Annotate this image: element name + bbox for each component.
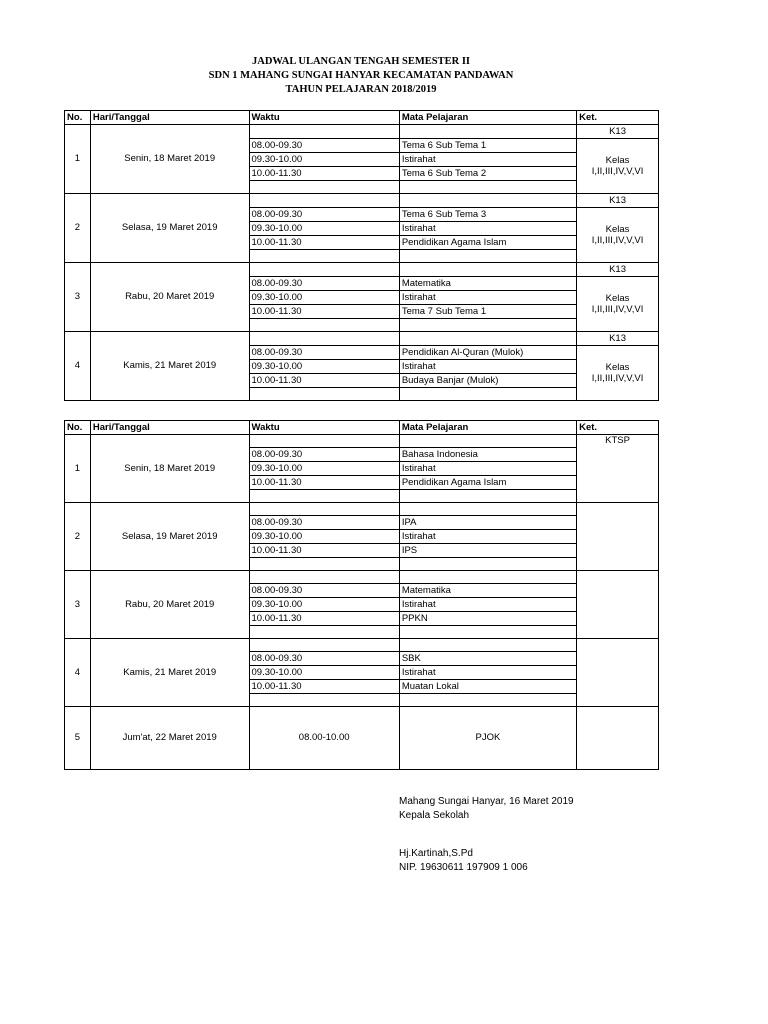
class-label: Kelas [605,362,630,373]
signature-name: Hj.Kartinah,S.Pd [399,848,473,859]
slot-time: 09.30-10.00 [249,360,399,374]
header-ket: Ket. [577,421,659,435]
slot-time: 08.00-09.30 [249,516,399,530]
class-info-box [579,293,656,315]
table-row [65,639,659,652]
doc-title-line-2: SDN 1 MAHANG SUNGAI HANYAR KECAMATAN PANDAWAN [208,70,514,81]
blank-cell [399,263,576,277]
slot-time: 10.00-11.30 [249,612,399,626]
signature-nip: NIP. 19630611 197909 1 006 [399,862,528,873]
slot-subject: Pendidikan Agama Islam [399,476,576,490]
slot-subject: IPS [399,544,576,558]
blank-cell [249,490,399,503]
row-day-date: Rabu, 20 Maret 2019 [90,571,249,639]
row-day-date: Rabu, 20 Maret 2019 [90,263,249,332]
class-grades: I,II,III,IV,V,VI [591,166,644,177]
ket-cell [577,571,659,639]
blank-cell [399,388,576,401]
class-label: Kelas [605,155,630,166]
class-info-box [579,362,656,384]
header-time: Waktu [249,111,399,125]
slot-time: 08.00-09.30 [249,346,399,360]
class-info [577,346,659,401]
signature-block [399,795,574,875]
blank-cell [249,263,399,277]
curriculum-label: K13 [577,263,659,277]
blank-cell [399,503,576,516]
blank-cell [249,639,399,652]
row-day-date: Kamis, 21 Maret 2019 [90,639,249,707]
table-row [65,571,659,584]
slot-subject: Matematika [399,584,576,598]
slot-subject: Matematika [399,277,576,291]
blank-cell [249,250,399,263]
header-subject: Mata Pelajaran [399,111,576,125]
class-info [577,208,659,263]
slot-time: 08.00-09.30 [249,652,399,666]
class-grades: I,II,III,IV,V,VI [591,235,644,246]
slot-subject: Istirahat [399,530,576,544]
slot-time: 08.00-10.00 [249,707,399,770]
row-number: 2 [65,503,91,571]
slot-subject: Istirahat [399,360,576,374]
header-no: No. [65,421,91,435]
blank-cell [249,181,399,194]
row-day-date: Selasa, 19 Maret 2019 [90,503,249,571]
slot-subject: Tema 6 Sub Tema 2 [399,167,576,181]
row-number: 5 [65,707,91,770]
blank-cell [249,332,399,346]
slot-time: 09.30-10.00 [249,291,399,305]
row-day-date: Senin, 18 Maret 2019 [90,435,249,503]
slot-subject: PPKN [399,612,576,626]
blank-cell [249,571,399,584]
slot-subject: Istirahat [399,598,576,612]
blank-cell [399,694,576,707]
slot-subject: Tema 7 Sub Tema 1 [399,305,576,319]
class-grades: I,II,III,IV,V,VI [591,373,644,384]
class-info [577,139,659,194]
table-row [65,263,659,277]
blank-cell [249,435,399,448]
table-row [65,503,659,516]
row-number: 4 [65,332,91,401]
table-header-row [65,421,659,435]
table-row [65,707,659,770]
row-day-date: Senin, 18 Maret 2019 [90,125,249,194]
signature-place-date: Mahang Sungai Hanyar, 16 Maret 2019 [399,796,574,807]
curriculum-label: K13 [577,194,659,208]
header-no: No. [65,111,91,125]
ket-cell [577,707,659,770]
ket-cell: KTSP [577,435,659,503]
header-day: Hari/Tanggal [90,421,249,435]
schedule-table-ktsp [64,420,659,770]
slot-time: 10.00-11.30 [249,305,399,319]
class-info [577,277,659,332]
slot-subject: PJOK [399,707,576,770]
slot-time: 08.00-09.30 [249,277,399,291]
blank-cell [399,558,576,571]
slot-subject: Istirahat [399,222,576,236]
blank-cell [249,694,399,707]
slot-time: 10.00-11.30 [249,680,399,694]
table-row [65,194,659,208]
slot-time: 10.00-11.30 [249,476,399,490]
row-day-date: Jum'at, 22 Maret 2019 [90,707,249,770]
header-ket: Ket. [577,111,659,125]
blank-cell [399,194,576,208]
blank-cell [399,125,576,139]
slot-time: 08.00-09.30 [249,208,399,222]
blank-cell [399,319,576,332]
blank-cell [249,558,399,571]
blank-cell [249,503,399,516]
blank-cell [249,388,399,401]
row-day-date: Kamis, 21 Maret 2019 [90,332,249,401]
slot-time: 09.30-10.00 [249,153,399,167]
slot-time: 09.30-10.00 [249,222,399,236]
row-number: 4 [65,639,91,707]
signature-role: Kepala Sekolah [399,810,470,821]
blank-cell [399,250,576,263]
curriculum-label: K13 [577,332,659,346]
blank-cell [399,435,576,448]
table-header-row [65,111,659,125]
doc-title-line-3: TAHUN PELAJARAN 2018/2019 [285,84,437,95]
schedule-table-k13 [64,110,659,401]
blank-cell [249,194,399,208]
slot-subject: Muatan Lokal [399,680,576,694]
class-label: Kelas [605,293,630,304]
ket-cell [577,503,659,571]
header-day: Hari/Tanggal [90,111,249,125]
slot-time: 10.00-11.30 [249,374,399,388]
blank-cell [249,319,399,332]
header-time: Waktu [249,421,399,435]
slot-time: 10.00-11.30 [249,544,399,558]
slot-time: 09.30-10.00 [249,666,399,680]
doc-title-line-1: JADWAL ULANGAN TENGAH SEMESTER II [251,56,471,67]
slot-subject: Pendidikan Agama Islam [399,236,576,250]
class-info-box [579,224,656,246]
blank-cell [399,332,576,346]
slot-time: 10.00-11.30 [249,167,399,181]
class-info-box [579,155,656,177]
row-number: 2 [65,194,91,263]
row-day-date: Selasa, 19 Maret 2019 [90,194,249,263]
slot-time: 08.00-09.30 [249,448,399,462]
row-number: 1 [65,125,91,194]
blank-cell [249,125,399,139]
slot-subject: Istirahat [399,291,576,305]
blank-cell [399,181,576,194]
slot-subject: Tema 6 Sub Tema 3 [399,208,576,222]
blank-cell [249,626,399,639]
slot-subject: Pendidikan Al-Quran (Mulok) [399,346,576,360]
ket-cell [577,639,659,707]
blank-cell [399,490,576,503]
blank-cell [399,639,576,652]
class-grades: I,II,III,IV,V,VI [591,304,644,315]
row-number: 3 [65,571,91,639]
slot-subject: SBK [399,652,576,666]
slot-subject: Tema 6 Sub Tema 1 [399,139,576,153]
slot-subject: Istirahat [399,462,576,476]
slot-time: 09.30-10.00 [249,598,399,612]
table-row [65,435,659,448]
slot-time: 08.00-09.30 [249,584,399,598]
table-row [65,125,659,139]
slot-time: 09.30-10.00 [249,530,399,544]
row-number: 3 [65,263,91,332]
curriculum-label: K13 [577,125,659,139]
slot-subject: Bahasa Indonesia [399,448,576,462]
blank-cell [399,626,576,639]
slot-time: 09.30-10.00 [249,462,399,476]
class-label: Kelas [605,224,630,235]
slot-time: 10.00-11.30 [249,236,399,250]
blank-cell [399,571,576,584]
header-subject: Mata Pelajaran [399,421,576,435]
slot-subject: Istirahat [399,666,576,680]
slot-subject: Istirahat [399,153,576,167]
slot-subject: IPA [399,516,576,530]
row-number: 1 [65,435,91,503]
slot-time: 08.00-09.30 [249,139,399,153]
table-row [65,332,659,346]
slot-subject: Budaya Banjar (Mulok) [399,374,576,388]
